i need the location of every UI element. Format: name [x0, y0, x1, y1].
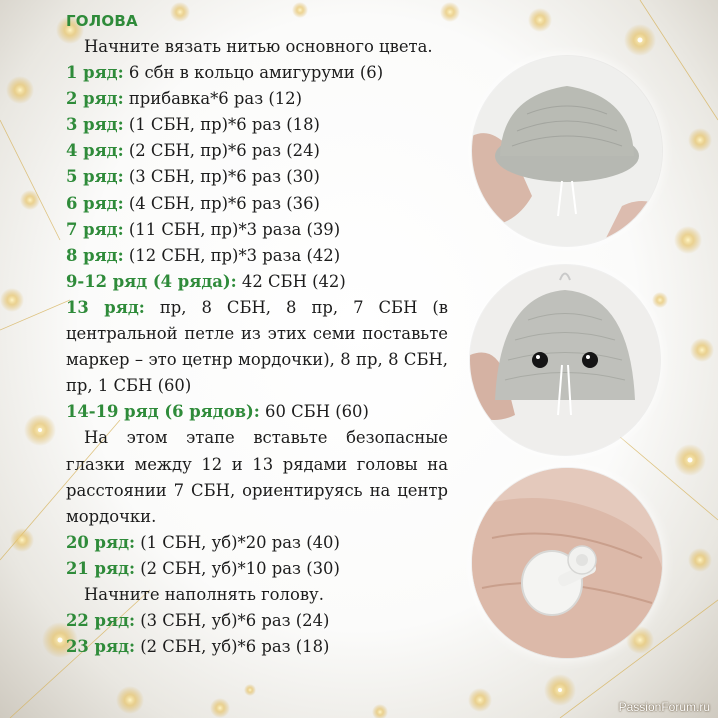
row-label: 13 ряд: [66, 297, 145, 317]
row-line-4 [66, 138, 448, 164]
row-text: (1 СБН, пр)*6 раз (18) [123, 115, 320, 135]
row-label: 6 ряд: [66, 193, 124, 213]
row-label: 1 ряд: [66, 63, 124, 83]
row-line-5 [66, 164, 448, 190]
row-text: прибавка*6 раз (12) [123, 89, 302, 109]
row-line-21 [66, 556, 448, 582]
row-label: 3 ряд: [66, 115, 124, 135]
row-text: (12 СБН, пр)*3 раза (42) [123, 245, 341, 265]
row-label: 5 ряд: [66, 167, 124, 187]
row-line-13 [66, 295, 448, 399]
row-line-3 [66, 112, 448, 138]
row-label: 2 ряд: [66, 89, 124, 109]
row-text: (2 СБН, уб)*10 раз (30) [135, 558, 340, 578]
row-text: (2 СБН, пр)*6 раз (24) [123, 141, 320, 161]
row-label: 8 ряд: [66, 245, 124, 265]
row-line-23 [66, 634, 448, 660]
pattern-text-block [66, 8, 448, 660]
row-line-9-12 [66, 269, 448, 295]
row-line-22 [66, 608, 448, 634]
site-watermark: PassionForum.ru [618, 700, 710, 714]
row-line-7 [66, 217, 448, 243]
row-text: (3 СБН, уб)*6 раз (24) [135, 611, 330, 631]
row-line-6 [66, 191, 448, 217]
row-text: (2 СБН, уб)*6 раз (18) [135, 637, 330, 657]
safety-eye-in-hand-icon [472, 468, 662, 658]
row-line-8 [66, 243, 448, 269]
row-text: (1 СБН, уб)*20 раз (40) [135, 532, 340, 552]
row-label: 14-19 ряд (6 рядов): [66, 402, 260, 422]
row-label: 22 ряд: [66, 611, 136, 631]
crochet-head-top-icon [472, 56, 662, 246]
row-text: 6 сбн в кольцо амигуруми (6) [123, 63, 384, 83]
photo-crochet-head-eyes [470, 265, 660, 455]
row-label: 4 ряд: [66, 141, 124, 161]
row-text: (11 СБН, пр)*3 раза (39) [123, 219, 341, 239]
eyes-note: На этом этапе вставьте безопасные глазки между 12 и 13 рядами головы на расстоянии 7 СБН, ориентируясь на центр мордочки. [66, 428, 448, 526]
section-title: ГОЛОВА [66, 12, 138, 30]
row-line-20 [66, 530, 448, 556]
row-line-14-19 [66, 399, 448, 425]
row-text: пр, 8 СБН, 8 пр, 7 СБН (в центральной петле из этих семи поставьте маркер – это цетнр мордочки), 8 пр, 8 СБН, пр, 1 СБН (60) [66, 297, 449, 396]
row-text: 42 СБН (42) [236, 271, 346, 291]
row-line-2 [66, 86, 448, 112]
row-text: (4 СБН, пр)*6 раз (36) [123, 193, 320, 213]
row-line-1 [66, 60, 448, 86]
photo-crochet-head-top [472, 56, 662, 246]
row-label: 21 ряд: [66, 558, 136, 578]
row-label: 23 ряд: [66, 637, 136, 657]
row-label: 20 ряд: [66, 532, 136, 552]
row-label: 7 ряд: [66, 219, 124, 239]
crochet-head-eyes-icon [470, 265, 660, 455]
row-text: 60 СБН (60) [259, 402, 369, 422]
fill-note: Начните наполнять голову. [84, 584, 324, 604]
intro-line: Начните вязать нитью основного цвета. [84, 37, 433, 56]
row-text: (3 СБН, пр)*6 раз (30) [123, 167, 320, 187]
photo-safety-eye-hand [472, 468, 662, 658]
row-label: 9-12 ряд (4 ряда): [66, 271, 237, 291]
